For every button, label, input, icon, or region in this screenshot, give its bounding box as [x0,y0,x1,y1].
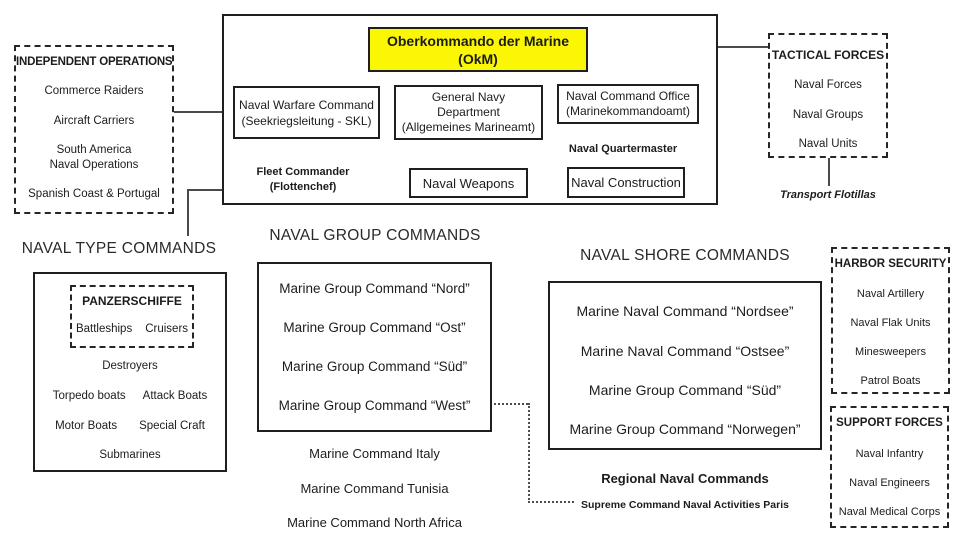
naval-construction-box [567,167,685,198]
group-command-item: Marine Group Command “Süd” [281,359,468,374]
naval-type-commands-heading: NAVAL TYPE COMMANDS [21,240,217,257]
naval-warfare-line2: (Seekriegsleitung - SKL) [241,113,372,128]
tactical-forces-item: Naval Groups [792,109,864,121]
naval-group-commands-box [257,262,492,432]
panzerschiffe-row [72,323,192,335]
naval-quartermaster-label: Naval Quartermaster [568,143,678,155]
naval-weapons-label: Naval Weapons [422,175,515,191]
battleships-label: Battleships [75,323,133,335]
group-command-item: Marine Group Command “West” [278,398,471,413]
naval-construction-label: Naval Construction [571,175,681,190]
panzerschiffe-box [70,285,194,348]
support-forces-item: Naval Engineers [849,477,930,489]
regional-naval-commands-label: Regional Naval Commands [601,471,769,486]
shore-command-item: Marine Group Command “Süd” [588,382,782,398]
independent-ops-item: Aircraft Carriers [53,115,135,127]
okm-box [368,27,588,72]
harbor-security-title: HARBOR SECURITY [834,258,947,270]
cruisers-label: Cruisers [145,323,189,335]
independent-ops-item: Commerce Raiders [44,85,144,97]
harbor-security-item: Minesweepers [855,346,926,358]
general-navy-line3: (Allgemeines Marineamt) [401,120,536,134]
support-forces-item: Naval Infantry [855,448,924,460]
support-forces-box [830,406,949,528]
harbor-security-item: Naval Flak Units [850,317,931,329]
naval-warfare-command-box [233,86,380,139]
submarines-label: Submarines [99,449,161,461]
independent-ops-item: South America [56,144,132,156]
fleet-commander-line2: (Flottenchef) [269,181,337,193]
general-navy-department-box [394,85,543,140]
shore-command-item: Marine Group Command “Norwegen” [569,421,801,437]
naval-command-office-box [557,84,699,124]
destroyers-label: Destroyers [102,360,158,372]
special-craft-label: Special Craft [139,420,205,432]
okm-title-line1: Oberkommando der Marine [386,32,570,49]
command-office-line2: (Marinekommandoamt) [565,104,691,118]
naval-weapons-box [409,168,528,198]
harbor-security-box [831,247,950,394]
naval-group-commands-heading: NAVAL GROUP COMMANDS [269,227,481,244]
naval-warfare-line1: Naval Warfare Command [239,97,374,112]
support-forces-item: Naval Medical Corps [838,506,941,518]
naval-type-commands-box [33,272,227,472]
naval-shore-commands-heading: NAVAL SHORE COMMANDS [580,247,790,264]
command-office-line1: Naval Command Office [566,89,690,103]
shore-command-item: Marine Naval Command “Ostsee” [580,343,790,359]
tactical-forces-title: TACTICAL FORCES [771,48,885,62]
support-forces-title: SUPPORT FORCES [836,417,943,429]
independent-operations-title: INDEPENDENT OPERATIONS [16,56,173,68]
independent-operations-box [14,45,174,214]
harbor-security-item: Naval Artillery [856,288,925,300]
independent-ops-item: Naval Operations [49,159,139,171]
supreme-command-paris-label: Supreme Command Naval Activities Paris [581,499,789,511]
okm-title-line2: (OkM) [458,50,498,67]
dotted-connector-west-h1 [490,403,528,405]
independent-ops-item: Spanish Coast & Portugal [28,188,160,200]
general-navy-line1: General Navy [431,90,506,104]
fleet-commander-line1: Fleet Commander [256,166,350,178]
transport-flotillas-label: Transport Flotillas [780,189,876,201]
type-commands-row [35,390,225,402]
marine-command-tunisia-label: Marine Command Tunisia [300,481,449,496]
general-navy-line2: Department [437,105,500,119]
connector-fleet-to-type-commands [187,189,189,236]
attack-boats-label: Attack Boats [142,390,208,402]
naval-shore-commands-box [548,281,822,450]
type-commands-row [35,420,225,432]
group-command-item: Marine Group Command “Nord” [279,281,470,296]
marine-command-north-africa-label: Marine Command North Africa [287,515,462,530]
tactical-forces-item: Naval Forces [794,79,862,91]
shore-command-item: Marine Naval Command “Nordsee” [576,303,794,319]
harbor-security-item: Patrol Boats [860,375,921,387]
torpedo-boats-label: Torpedo boats [52,390,126,402]
connector-tactical-to-transport [828,157,830,186]
tactical-forces-item: Naval Units [798,138,858,150]
dotted-connector-west-v [528,403,530,503]
motor-boats-label: Motor Boats [55,420,118,432]
group-command-item: Marine Group Command “Ost” [283,320,466,335]
panzerschiffe-title: PANZERSCHIFFE [82,294,182,308]
fleet-commander-label [243,165,363,195]
marine-command-italy-label: Marine Command Italy [309,446,440,461]
tactical-forces-box [768,33,888,158]
